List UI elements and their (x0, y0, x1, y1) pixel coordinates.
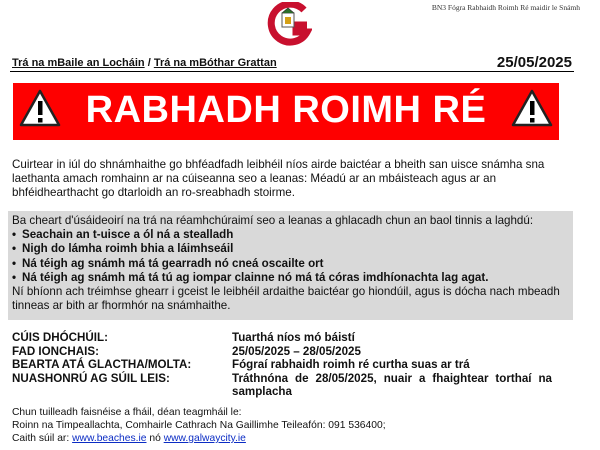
location-date-row (10, 56, 574, 72)
intro-paragraph: Cuirtear in iúl do shnámhaithe go bhféadfadh leibhéil níos airde baictéar a bheith san uisce snámha sna laethanta amach romhainn ar na cúiseanna seo a leanas: Méadú ar an mbáisteach agus ar an bhféidhearthacht go dtarloidh an ro-sreabhadh stoirme. (12, 158, 545, 199)
precaution-item: • Seachain an t-uisce a ól ná a stealladh (12, 228, 569, 242)
precautions-closing: Ní bhíonn ach tréimhse ghearr i gceist le leibhéil ardaithe baictéar go hiondúil, agus is dócha nach mbeadh tinneas ar bith ar fhormhór na snámhaithe. (12, 285, 560, 313)
notice-date: 25/05/2025 (496, 54, 572, 71)
warning-icon (511, 89, 553, 127)
fact-label: NUASHONRÚ AG SÚIL LEIS: (12, 371, 170, 385)
precautions-list (12, 228, 569, 285)
fact-label: CÚIS DHÓCHÚIL: (12, 331, 108, 344)
beaches-link[interactable]: www.beaches.ie (72, 433, 147, 444)
fact-row (12, 331, 572, 345)
fact-row (12, 372, 572, 399)
fact-value: 25/05/2025 – 28/05/2025 (232, 344, 361, 358)
precautions-box (8, 211, 573, 320)
contact-links-line: Caith súil ar: www.beaches.ie nó www.galwaycity.ie (12, 433, 246, 444)
warning-banner (13, 83, 559, 140)
galwaycity-link[interactable]: www.galwaycity.ie (163, 433, 246, 444)
location-grattan: Trá na mBóthar Grattan (153, 57, 277, 69)
facts-table (12, 331, 572, 399)
fact-label: FAD IONCHAIS: (12, 344, 99, 358)
precaution-item: • Ná téigh ag snámh má tá gearradh nó cneá oscailte ort (12, 257, 569, 271)
location-separator: / (144, 57, 154, 69)
precaution-item: • Nigh do lámha roimh bhia a láimhseáil (12, 242, 569, 256)
contact-line: Roinn na Timpeallachta, Comhairle Cathrach Na Gaillimhe Teileafón: 091 536400; (12, 420, 386, 431)
precaution-item: • Ná téigh ag snámh má tá tú ag iompar clainne nó má tá córas imdhíonachta lag agat. (12, 271, 569, 285)
banner-title: RABHADH ROIMH RÉ (85, 89, 487, 131)
fact-value: Tráthnóna de 28/05/2025, nuair a fhaightear torthaí na samplacha (232, 371, 552, 399)
location-salthill: Trá na mBaile an Locháin (12, 57, 145, 69)
fact-value: Fógraí rabhaidh roimh ré curtha suas ar trá (232, 358, 470, 372)
contact-info (12, 406, 572, 445)
precautions-lead: Ba cheart d'úsáideoirí na trá na réamhchúraimí seo a leanas a ghlacadh chun an baol tinnis a laghdú: (12, 214, 534, 227)
fact-label: BEARTA ATÁ GLACTHA/MOLTA: (12, 358, 192, 372)
contact-line: Chun tuilleadh faisnéise a fháil, déan teagmháil le: (12, 407, 242, 418)
document-reference: BN3 Fógra Rabhaidh Roimh Ré maidir le Snámh (431, 3, 580, 12)
fact-row (12, 345, 572, 359)
fact-value: Tuarthá níos mó báistí (232, 331, 355, 344)
beach-locations (12, 57, 277, 69)
fact-row (12, 358, 572, 372)
galway-city-council-logo (266, 2, 312, 46)
